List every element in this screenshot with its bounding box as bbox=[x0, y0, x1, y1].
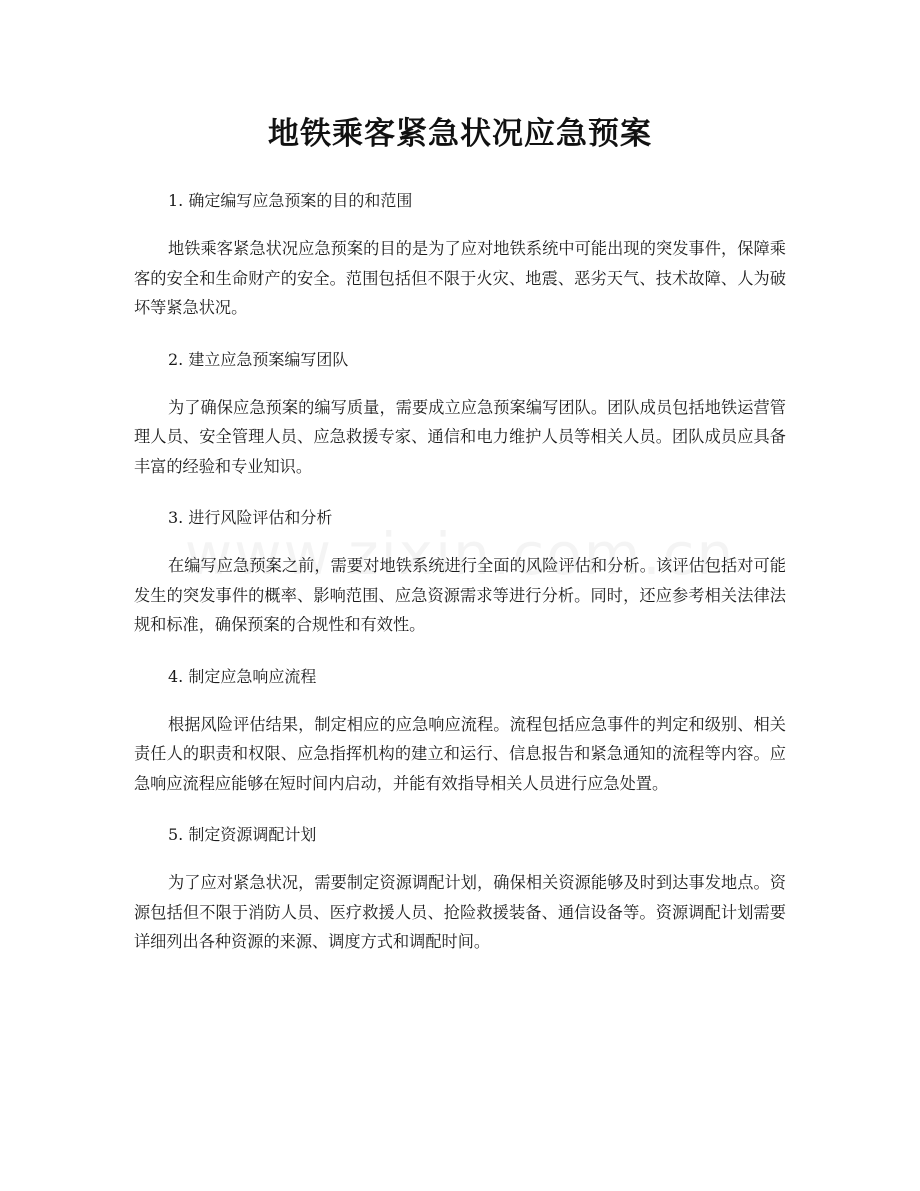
section-paragraph-4: 根据风险评估结果，制定相应的应急响应流程。流程包括应急事件的判定和级别、相关责任人的职责和权限、应急指挥机构的建立和运行、信息报告和紧急通知的流程等内容。应急响应流程应能够在短时间内启动，并能有效指导相关人员进行应急处置。 bbox=[134, 714, 786, 793]
section-heading-5: 5. 制定资源调配计划 bbox=[168, 825, 317, 844]
section-paragraph-5: 为了应对紧急状况，需要制定资源调配计划，确保相关资源能够及时到达事发地点。资源包括但不限于消防人员、医疗救援人员、抢险救援装备、通信设备等。资源调配计划需要详细列出各种资源的来源、调度方式和调配时间。 bbox=[134, 873, 786, 951]
section-paragraph-3: 在编写应急预案之前，需要对地铁系统进行全面的风险评估和分析。该评估包括对可能发生的突发事件的概率、影响范围、应急资源需求等进行分析。同时，还应参考相关法律法规和标准，确保预案的合规性和有效性。 bbox=[134, 556, 786, 634]
section-paragraph-2: 为了确保应急预案的编写质量，需要成立应急预案编写团队。团队成员包括地铁运营管理人员、安全管理人员、应急救援专家、通信和电力维护人员等相关人员。团队成员应具备丰富的经验和专业知识。 bbox=[134, 397, 786, 476]
section-heading-3: 3. 进行风险评估和分析 bbox=[168, 508, 333, 527]
document-body bbox=[134, 186, 786, 957]
section-paragraph-1: 地铁乘客紧急状况应急预案的目的是为了应对地铁系统中可能出现的突发事件，保障乘客的安全和生命财产的安全。范围包括但不限于火灾、地震、恶劣天气、技术故障、人为破坏等紧急状况。 bbox=[134, 239, 786, 317]
section-heading-4: 4. 制定应急响应流程 bbox=[168, 666, 317, 686]
page-title: 地铁乘客紧急状况应急预案 bbox=[268, 116, 652, 152]
section-heading-1: 1. 确定编写应急预案的目的和范围 bbox=[168, 191, 413, 210]
section-heading-2: 2. 建立应急预案编写团队 bbox=[168, 349, 349, 369]
